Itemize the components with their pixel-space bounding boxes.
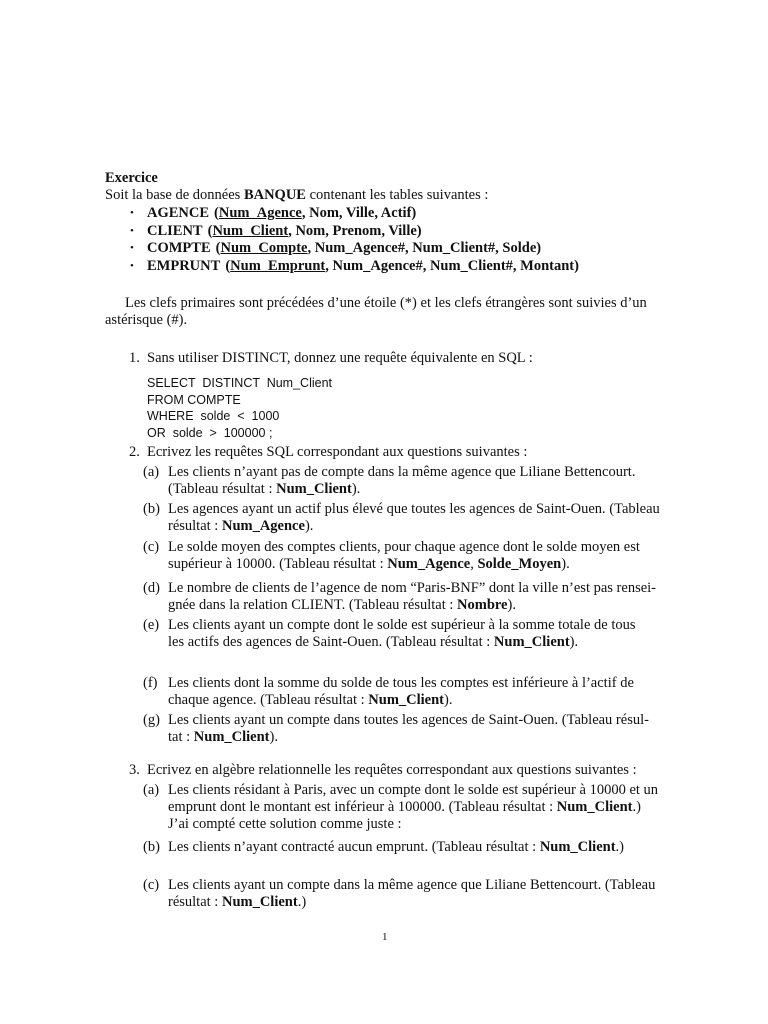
table-columns: , Nom, Prenom, Ville) [288,222,422,239]
item-line: Les clients ayant un compte dans toutes les agences de Saint-Ouen. (Tableau résul- [168,712,649,728]
exercise-title: Exercice [105,170,158,186]
table-name: AGENCE [147,205,210,221]
item-line: Les clients ayant un compte dans la même agence que Liliane Bettencourt. (Tableau [168,877,656,893]
result-column: Num_Agence [221,518,305,534]
intro-line [105,187,488,204]
item-line-end: ). [569,634,579,650]
item-line-end: ). [444,692,453,708]
item-line-start: résultat : [168,894,222,910]
code-line: FROM COMPTE [147,392,241,407]
item-line: Les clients n’ayant pas de compte dans la même agence que Liliane Bettencourt. [168,464,636,480]
table-columns: , Nom, Ville, Actif) [301,205,417,221]
item-line: Les clients ayant un compte dont le solde est supérieur à la somme totale de tous [168,617,636,633]
primary-key: Num_Client [212,222,289,239]
question-2-text: Ecrivez les requêtes SQL correspondant aux questions suivantes : [147,444,528,460]
item-line-start: les actifs des agences de Saint-Ouen. (Tableau résultat : [168,634,494,650]
bullet-icon: • [130,259,134,272]
result-column: Num_Client [368,692,445,708]
tables-list [130,205,579,275]
result-column: Num_Client [556,799,633,815]
item-line: J’ai compté cette solution comme juste : [168,816,402,832]
result-column: Num_Client [493,634,570,650]
table-name: COMPTE [147,240,211,256]
table-agence: • AGENCE (Num_Agence, Nom, Ville, Actif) [130,205,417,221]
item-line: Les clients dont la somme du solde de tous les comptes est inférieure à l’actif de [168,675,634,691]
item-label: (b) [143,839,160,855]
item-line-end: ). [507,597,516,613]
item-line-sep: , [470,556,478,572]
keys-note: Les clefs primaires sont précédées d’une étoile (*) et les clefs étrangères sont suivies d’un astérisque (#). [105,295,647,328]
db-name: BANQUE [243,187,306,203]
item-line: Les clients résidant à Paris, avec un compte dont le solde est supérieur à 10000 et un [168,782,659,798]
primary-key: Num_Compte [220,240,308,256]
item-label: (b) [143,501,160,517]
sql-code-block [147,375,332,441]
question-1-text: Sans utiliser DISTINCT, donnez une requête équivalente en SQL : [147,350,533,366]
primary-key: Num_Agence [218,205,302,221]
item-line-start: gnée dans la relation CLIENT. (Tableau résultat : [168,597,458,613]
item-line-end: ). [304,518,314,534]
code-line: SELECT DISTINCT Num_Client [147,376,333,390]
item-label: (c) [143,539,160,555]
code-line: WHERE solde < 1000 [147,409,280,423]
item-line-end: .) [632,799,641,815]
item-line-start: supérieur à 10000. (Tableau résultat : [168,556,388,572]
question-1-number: 1. [129,350,140,366]
item-line-start: résultat : [168,518,222,534]
item-label: (c) [143,877,160,893]
item-label: (g) [143,712,160,728]
table-client: • CLIENT (Num_Client, Nom, Prenom, Ville) [130,222,422,239]
result-column: Nombre [457,597,508,613]
item-line-start: Les clients n’ayant contracté aucun emprunt. (Tableau résultat : [168,839,540,855]
result-column: Num_Client [193,729,270,745]
page-number: 1 [382,931,388,943]
item-label: (e) [143,617,160,633]
table-columns: , Num_Agence#, Num_Client#, Montant) [325,257,579,274]
question-3-number: 3. [129,762,140,778]
item-line-start: chaque agence. (Tableau résultat : [168,692,369,708]
result-column: Num_Client [276,481,352,497]
table-compte: • COMPTE (Num_Compte, Num_Agence#, Num_Client#, Solde) [130,240,542,256]
item-line-start: tat : [168,729,194,745]
item-label: (a) [143,464,160,480]
item-label: (a) [143,782,160,798]
item-line: Le solde moyen des comptes clients, pour chaque agence dont le solde moyen est [168,539,640,555]
result-column: Solde_Moyen [477,556,562,572]
table-name: EMPRUNT [147,257,221,274]
item-line-end: .) [615,839,625,855]
bullet-icon: • [130,207,134,219]
item-line-end: ). [561,556,570,572]
primary-key: Num_Emprunt [230,257,326,274]
bullet-icon: • [130,224,134,237]
intro-before: Soit la base de données [105,187,244,203]
result-column: Num_Client [539,839,616,855]
item-label: (f) [143,675,158,691]
table-columns: , Num_Agence#, Num_Client#, Solde) [307,240,542,256]
intro-after: contenant les tables suivantes : [305,187,489,203]
code-line: OR solde > 100000 ; [147,425,273,440]
item-line-end: .) [297,894,307,910]
item-line-end: ). [269,729,278,745]
bullet-icon: • [130,242,134,254]
table-name: CLIENT [147,222,203,239]
item-line-end: ). [351,481,361,497]
table-emprunt: • EMPRUNT (Num_Emprunt, Num_Agence#, Num_Client#, Montant) [130,257,579,274]
result-column: Num_Client [221,894,298,910]
item-label: (d) [143,580,160,596]
item-line-start: (Tableau résultat : [168,481,277,497]
result-column: Num_Agence [387,556,471,572]
question-2-number: 2. [129,444,140,460]
item-line-start: emprunt dont le montant est inférieur à 100000. (Tableau résultat : [168,799,557,815]
item-line: Le nombre de clients de l’agence de nom “Paris-BNF” dont la ville n’est pas rensei- [168,580,657,596]
item-line: Les agences ayant un actif plus élevé que toutes les agences de Saint-Ouen. (Tableau [168,501,660,517]
question-3-text: Ecrivez en algèbre relationnelle les requêtes correspondant aux questions suivantes : [147,762,637,778]
